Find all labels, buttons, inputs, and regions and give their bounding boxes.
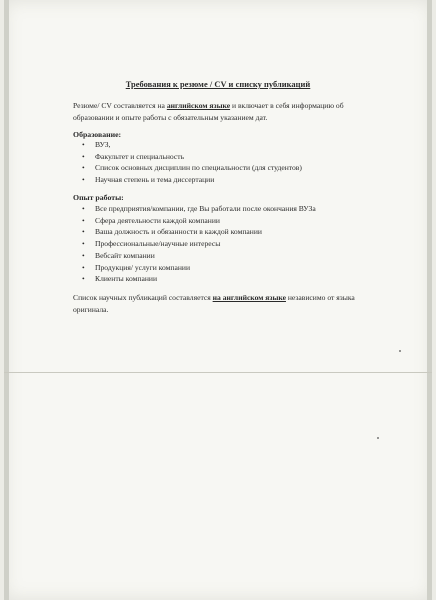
experience-list — [82, 203, 382, 285]
bullet-icon: • — [82, 215, 85, 225]
list-item — [82, 162, 382, 174]
closing-emphasis: на английском языке — [212, 293, 286, 302]
list-item — [82, 262, 382, 274]
education-heading: Образование: — [73, 130, 122, 139]
scan-edge-left — [4, 0, 9, 600]
list-item-text: Продукция/ услуги компании — [95, 262, 191, 272]
list-item — [82, 174, 382, 186]
bullet-icon: • — [82, 262, 85, 272]
list-item — [82, 226, 382, 238]
bullet-icon: • — [82, 250, 85, 260]
list-item-text: ВУЗ, — [95, 140, 111, 149]
list-item-text: Клиенты компании — [95, 274, 158, 284]
list-item — [82, 238, 382, 250]
list-item — [82, 203, 382, 215]
paper-fold-line — [4, 372, 432, 373]
bullet-icon: • — [82, 163, 85, 173]
closing-paragraph — [73, 292, 385, 316]
bullet-icon: • — [82, 175, 85, 185]
scan-speck — [399, 350, 401, 352]
bullet-icon: • — [82, 140, 85, 149]
scan-edge-right — [427, 0, 432, 600]
experience-heading: Опыт работы: — [73, 193, 124, 202]
intro-emphasis: английском языке — [166, 101, 231, 110]
list-item-text: Факультет и специальность — [95, 151, 185, 161]
intro-paragraph — [73, 100, 385, 124]
list-item-text: Ваша должность и обязанности в каждой компании — [95, 227, 262, 237]
bullet-icon: • — [82, 239, 85, 249]
bullet-icon: • — [82, 227, 85, 237]
list-item — [82, 273, 382, 285]
bullet-icon: • — [82, 151, 85, 161]
list-item-text: Сфера деятельности каждой компании — [95, 215, 220, 225]
document-title: Требования к резюме / CV и списку публикаций — [125, 80, 311, 89]
bullet-icon: • — [82, 274, 85, 284]
list-item-text: Список основных дисциплин по специальности (для студентов) — [95, 163, 302, 173]
list-item — [82, 250, 382, 262]
list-item-text: Профессиональные/научные интересы — [95, 239, 221, 249]
list-item — [82, 215, 382, 227]
list-item — [82, 151, 382, 163]
list-item-text: Все предприятия/компании, где Вы работали после окончания ВУЗа — [95, 204, 316, 213]
list-item — [82, 139, 382, 151]
scan-speck — [377, 437, 379, 439]
education-list — [82, 139, 382, 186]
list-item-text: Научная степень и тема диссертации — [95, 175, 215, 185]
bullet-icon: • — [82, 204, 85, 213]
list-item-text: Вебсайт компании — [95, 250, 155, 260]
closing-text-end: независимо от языка оригинала. — [73, 293, 355, 314]
intro-text-start: Резюме/ CV составляется на — [73, 101, 167, 110]
closing-text-start: Список научных публикаций составляется — [73, 293, 213, 302]
intro-text-end: и включает в себя информацию об образовании и опыте работы с обязательным указанием дат. — [73, 101, 344, 122]
